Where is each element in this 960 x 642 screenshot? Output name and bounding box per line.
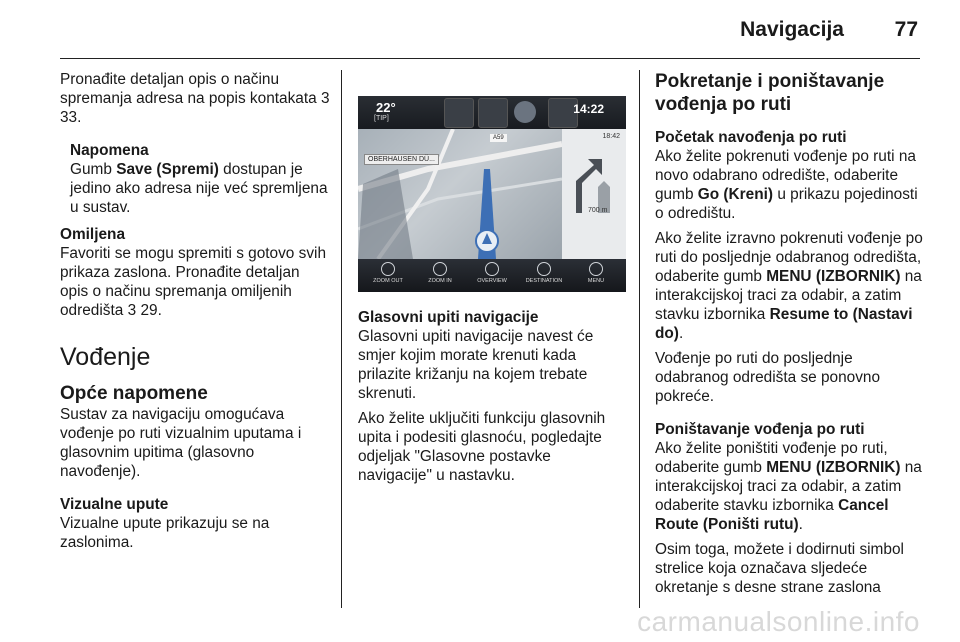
column-right	[655, 70, 925, 603]
map-tab-icon	[444, 98, 474, 128]
voice-title: Glasovni upiti navigacije	[358, 309, 539, 326]
menu-icon	[589, 262, 603, 276]
resume-text-2: Vođenje po ruti do posljednje odabranog odredišta se ponovno pokreće.	[655, 350, 881, 405]
column-left	[60, 70, 332, 558]
cross-reference[interactable]: 3 33.	[60, 90, 330, 126]
favorites-text: Favoriti se mogu spremiti s gotovo svih prikaza zaslona. Pronađite detaljan opis o načinu spremanja omiljenih odredišta 3 29.	[60, 245, 327, 319]
column-divider	[639, 70, 640, 608]
destination-button[interactable]: DESTINATION	[518, 262, 570, 284]
start-text: Ako želite pokrenuti vođenje po ruti na novo odabrano odredište, odaberite gumb Go (Kreni) u prikazu pojedinosti o odredištu.	[655, 148, 918, 222]
final-text: Osim toga, možete i dodirnuti simbol strelice koja označava sljedeće okretanje s desne strane zaslona	[655, 541, 904, 596]
nav-interaction-bar	[358, 259, 626, 292]
cancel-text: Ako želite poništiti vođenje po ruti, odaberite gumb MENU (IZBORNIK) na interakcijskoj traci za odabir, a zatim odaberite stavku izbornika Cancel Route (Poništi rutu).	[655, 440, 922, 533]
zoom-out-icon	[381, 262, 395, 276]
visual-title: Vizualne upute	[60, 496, 169, 513]
voice-text: Glasovni upiti navigacije navest će smjer kojim morate krenuti kada prilazite križanju na kojem trebate skrenuti.	[358, 328, 594, 402]
section-heading-pokretanje: Pokretanje i poništavanje vođenja po ruti	[655, 71, 885, 115]
navigation-screenshot	[358, 96, 626, 292]
column-middle	[358, 308, 626, 491]
zoom-out-button[interactable]: ZOOM OUT	[362, 262, 414, 284]
subsection-heading-opce: Opće napomene	[60, 383, 208, 404]
cross-reference[interactable]: 3 29.	[127, 302, 162, 319]
section-heading-vodenje: Vođenje	[60, 343, 151, 371]
intro-paragraph: Pronađite detaljan opis o načinu spremanja adresa na popis kontakata 3 33.	[60, 71, 330, 126]
turn-info-panel[interactable]	[562, 129, 626, 259]
tip-label: [TIP]	[374, 115, 389, 122]
map-roads	[358, 129, 562, 259]
header-rule	[60, 58, 920, 59]
overview-button[interactable]: OVERVIEW	[466, 262, 518, 284]
nav-tab-icon	[514, 101, 536, 123]
voice-text-2: Ako želite uključiti funkciju glasovnih upita i podesiti glasnoću, pogledajte odjeljak "Glasovne postavke navigacije" u nastavku.	[358, 410, 606, 484]
road-label: A59	[490, 134, 507, 142]
resume-text: Ako želite izravno pokrenuti vođenje po ruti do posljednje odabranog odredišta, odaberite gumb MENU (IZBORNIK) na interakcijskoj traci za odabir, a zatim stavku izbornika Resume to (Nastavi do).	[655, 230, 923, 342]
visual-text: Vizualne upute prikazuju se na zaslonima.	[60, 515, 270, 551]
city-label: OBERHAUSEN DÜ...	[364, 154, 439, 165]
zoom-in-icon	[433, 262, 447, 276]
phone-tab-icon	[478, 98, 508, 128]
clock: 14:22	[573, 102, 604, 116]
note-title: Napomena	[70, 142, 149, 159]
destination-icon	[537, 262, 551, 276]
temperature: 22°	[376, 100, 396, 115]
start-title: Početak navođenja po ruti	[655, 129, 847, 146]
column-divider	[341, 70, 342, 608]
map-view	[358, 129, 562, 259]
turn-distance: 700 m	[588, 207, 608, 214]
arrival-time: 18:42	[602, 133, 620, 140]
note-text: Gumb Save (Spremi) dostupan je jedino ako adresa nije već spremljena u sustav.	[70, 161, 328, 216]
nav-status-bar	[358, 96, 626, 129]
page-title: Navigacija	[740, 18, 844, 41]
zoom-in-button[interactable]: ZOOM IN	[414, 262, 466, 284]
favorites-title: Omiljena	[60, 226, 126, 243]
note-box	[60, 141, 332, 217]
page-header	[0, 0, 960, 62]
cancel-title: Poništavanje vođenja po ruti	[655, 421, 865, 438]
page-number: 77	[894, 18, 918, 41]
watermark: carmanualsonline.info	[637, 606, 920, 637]
general-text: Sustav za navigaciju omogućava vođenje po ruti vizualnim uputama i glasovnim upitima (glasovno navođenje).	[60, 406, 302, 480]
overview-icon	[485, 262, 499, 276]
menu-button[interactable]: MENU	[570, 262, 622, 284]
